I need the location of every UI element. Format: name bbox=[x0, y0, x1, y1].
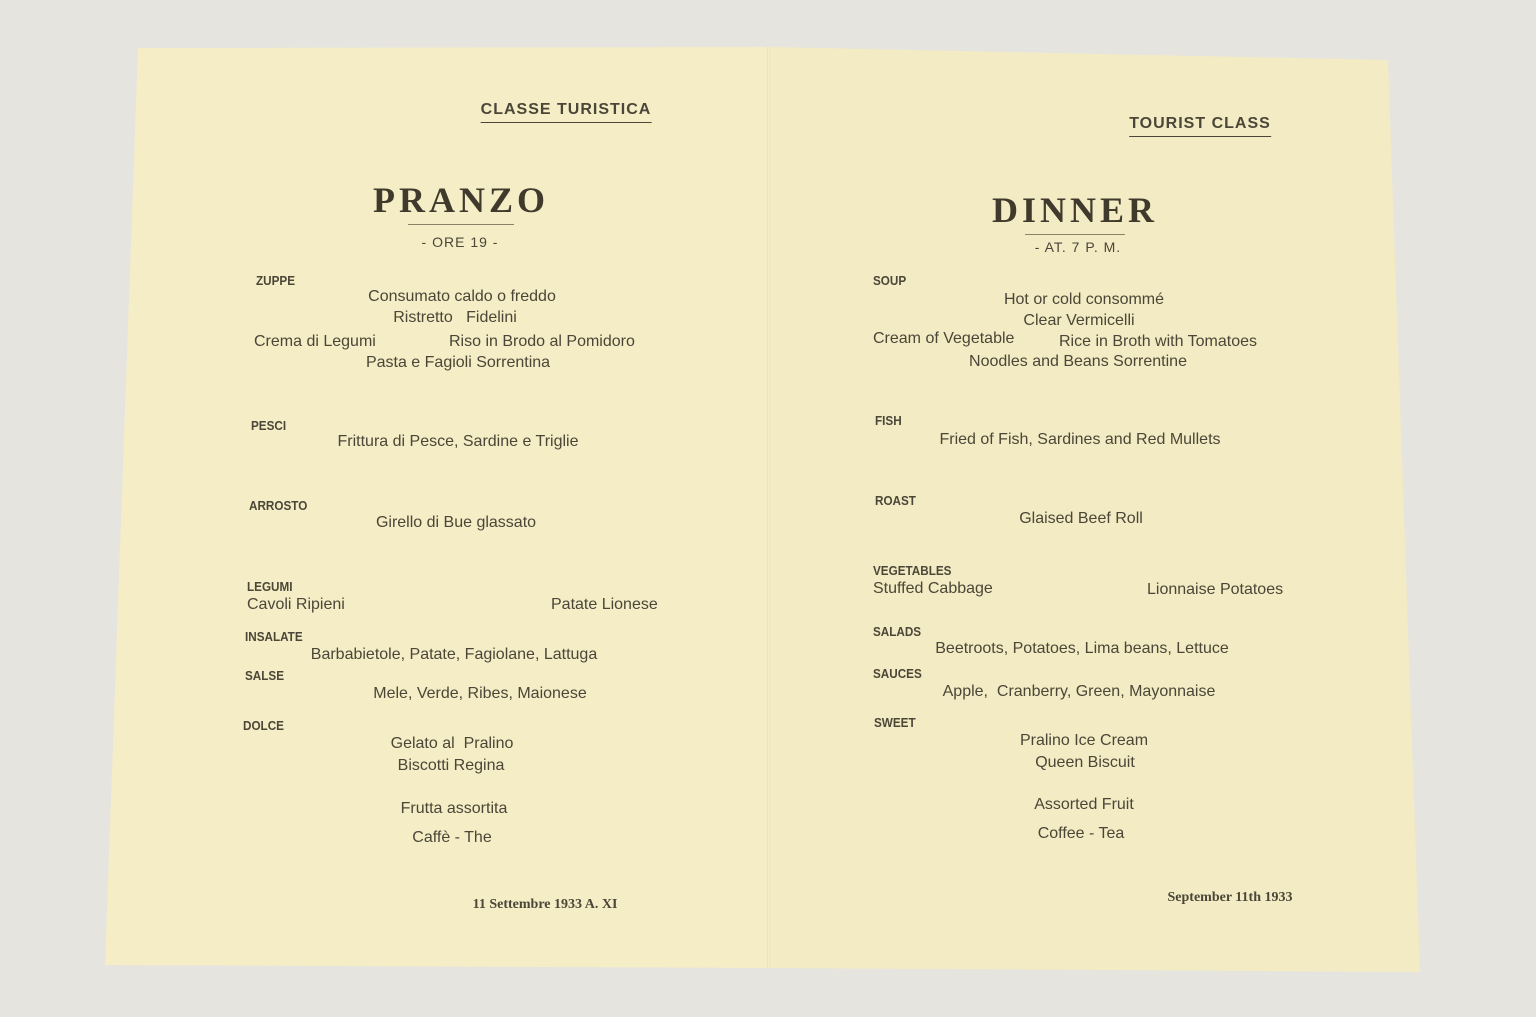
menu-item: Queen Biscuit bbox=[1035, 754, 1135, 771]
menu-item: Ristretto Fidelini bbox=[393, 309, 517, 326]
page-fold bbox=[767, 47, 770, 968]
menu-title: DINNER bbox=[992, 190, 1158, 235]
menu-item: Consumato caldo o freddo bbox=[368, 288, 556, 305]
class-label: CLASSE TURISTICA bbox=[481, 100, 652, 123]
section-heading: SALSE bbox=[245, 668, 285, 683]
menu-date: 11 Settembre 1933 A. XI bbox=[472, 897, 618, 912]
menu-item: Pralino Ice Cream bbox=[1019, 732, 1149, 749]
menu-item: Pasta e Fagioli Sorrentina bbox=[365, 354, 551, 371]
menu-item: Assorted Fruit bbox=[1034, 796, 1134, 813]
section-heading: ZUPPE bbox=[256, 273, 296, 288]
menu-item: Fried of Fish, Sardines and Red Mullets bbox=[939, 431, 1221, 448]
section-heading: SALADS bbox=[873, 624, 922, 639]
menu-item: Noodles and Beans Sorrentine bbox=[969, 353, 1187, 370]
menu-item: Barbabietole, Patate, Fagiolane, Lattuga bbox=[310, 646, 598, 663]
menu-title: PRANZO bbox=[373, 180, 549, 225]
menu-item: Caffè - The bbox=[412, 829, 492, 846]
menu-item: Hot or cold consommé bbox=[1003, 291, 1165, 308]
menu-item: Biscotti Regina bbox=[397, 757, 505, 774]
menu-item: Mele, Verde, Ribes, Maionese bbox=[373, 685, 587, 702]
section-heading: SAUCES bbox=[873, 666, 922, 681]
menu-item: Stuffed Cabbage bbox=[873, 580, 993, 597]
section-heading: DOLCE bbox=[243, 718, 284, 733]
section-heading: PESCI bbox=[251, 418, 287, 433]
menu-item: Coffee - Tea bbox=[1037, 825, 1125, 842]
menu-item: Girello di Bue glassato bbox=[375, 514, 537, 531]
menu-item: Apple, Cranberry, Green, Mayonnaise bbox=[942, 683, 1216, 700]
menu-item: Cavoli Ripieni bbox=[247, 596, 345, 613]
menu-item: Crema di Legumi bbox=[254, 333, 376, 350]
menu-item: Patate Lionese bbox=[551, 596, 658, 613]
menu-item: Lionnaise Potatoes bbox=[1147, 581, 1284, 598]
section-heading: SWEET bbox=[874, 715, 916, 730]
menu-item: Gelato al Pralino bbox=[390, 735, 514, 752]
menu-item: Clear Vermicelli bbox=[1023, 312, 1135, 329]
section-heading: ARROSTO bbox=[249, 498, 308, 513]
section-heading: SOUP bbox=[873, 273, 907, 288]
section-heading: LEGUMI bbox=[247, 579, 293, 594]
menu-item: Glaised Beef Roll bbox=[1019, 510, 1143, 527]
menu-item: Rice in Broth with Tomatoes bbox=[1059, 333, 1258, 350]
menu-item: Cream of Vegetable bbox=[873, 330, 1015, 347]
section-heading: FISH bbox=[875, 413, 902, 428]
menu-date: September 11th 1933 bbox=[1167, 890, 1293, 905]
class-label: TOURIST CLASS bbox=[1129, 114, 1271, 137]
menu-item: Beetroots, Potatoes, Lima beans, Lettuce bbox=[935, 640, 1229, 657]
section-heading: VEGETABLES bbox=[873, 563, 952, 578]
section-heading: INSALATE bbox=[245, 629, 303, 644]
menu-item: Riso in Brodo al Pomidoro bbox=[449, 333, 635, 350]
menu-time: - ORE 19 - bbox=[421, 234, 499, 250]
menu-item: Frittura di Pesce, Sardine e Triglie bbox=[337, 433, 579, 450]
menu-item: Frutta assortita bbox=[400, 800, 508, 817]
section-heading: ROAST bbox=[875, 493, 916, 508]
menu-time: - AT. 7 P. M. bbox=[1034, 239, 1122, 255]
